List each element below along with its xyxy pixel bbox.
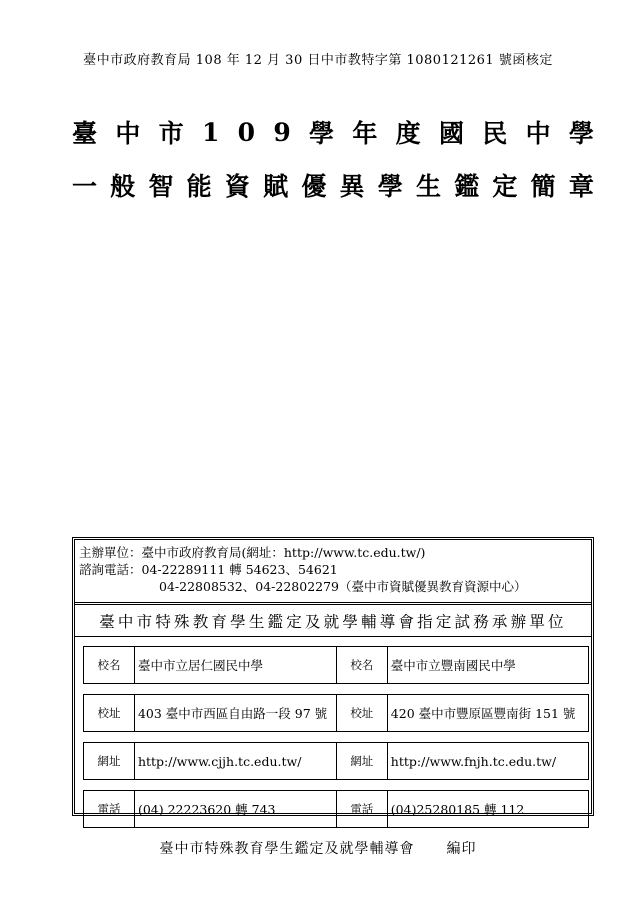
title-char: 定 [492, 172, 518, 201]
phone-line-2: 04-22808532、04-22802279（臺中市資賦優異教育資源中心） [159, 579, 527, 594]
title-char: 資 [224, 172, 250, 201]
footer-org: 臺中市特殊教育學生鑑定及就學輔導會 [159, 841, 415, 857]
school-table [83, 646, 589, 828]
divider [75, 602, 591, 605]
title-char: 度 [395, 119, 421, 148]
approval-note: 臺中市政府教育局 108 年 12 月 30 日中市教特字第 1080121261 號函核定 [83, 53, 553, 68]
table-row [84, 647, 589, 684]
addr-label: 校址 [336, 695, 387, 732]
footer [0, 838, 636, 858]
url-label: 網址 [336, 743, 387, 780]
left-school-address: 403 臺中市西區自由路一段 97 號 [134, 695, 336, 732]
table-row [84, 791, 589, 828]
title-char: 市 [158, 119, 184, 148]
title-char: 0 [237, 117, 256, 147]
tel-label: 電話 [336, 791, 387, 828]
title-char: 智 [148, 172, 174, 201]
left-school-name: 臺中市立居仁國民中學 [134, 647, 336, 684]
organizer-line: 主辦單位：臺中市政府教育局(網址：http://www.tc.edu.tw/) [79, 545, 426, 560]
title-char: 生 [415, 172, 441, 201]
title-char: 優 [301, 172, 327, 201]
name-label: 校名 [336, 647, 387, 684]
right-school-name: 臺中市立豐南國民中學 [387, 647, 588, 684]
tel-label: 電話 [84, 791, 135, 828]
title-char: 臺 [72, 119, 98, 148]
title-char: 簡 [530, 172, 556, 201]
title-char: 9 [273, 117, 291, 147]
right-school-url[interactable]: http://www.fnjh.tc.edu.tw/ [387, 743, 588, 780]
title-char: 1 [201, 117, 220, 147]
right-school-address: 420 臺中市豐原區豐南街 151 號 [387, 695, 588, 732]
title-char: 民 [482, 119, 508, 148]
name-label: 校名 [84, 647, 135, 684]
table-row [84, 695, 589, 732]
title-char: 中 [525, 119, 551, 148]
title-char: 學 [309, 119, 335, 148]
title-char: 賦 [263, 172, 289, 201]
title-char: 學 [568, 119, 594, 148]
divider [75, 636, 591, 637]
info-box [72, 537, 594, 816]
contact-block [79, 544, 527, 595]
phone-line-1: 諮詢電話：04-22289111 轉 54623、54621 [79, 562, 338, 577]
title-char: 中 [115, 119, 141, 148]
table-row [84, 743, 589, 780]
footer-action: 編印 [446, 841, 477, 857]
title-char: 鑑 [454, 172, 480, 201]
title-char: 能 [186, 172, 212, 201]
title-line-2 [72, 167, 594, 203]
right-school-tel: (04)25280185 轉 112 [387, 791, 588, 828]
title-line-1 [72, 114, 594, 150]
units-title: 臺中市特殊教育學生鑑定及就學輔導會指定試務承辦單位 [99, 613, 567, 631]
left-school-url[interactable]: http://www.cjjh.tc.edu.tw/ [134, 743, 336, 780]
url-label: 網址 [84, 743, 135, 780]
title-char: 國 [438, 119, 464, 148]
title-char: 年 [352, 119, 378, 148]
title-char: 學 [377, 172, 403, 201]
title-char: 章 [568, 172, 594, 201]
title-char: 一 [72, 172, 98, 201]
title-char: 般 [110, 172, 136, 201]
title-char: 異 [339, 172, 365, 201]
addr-label: 校址 [84, 695, 135, 732]
left-school-tel: (04) 22223620 轉 743 [134, 791, 336, 828]
